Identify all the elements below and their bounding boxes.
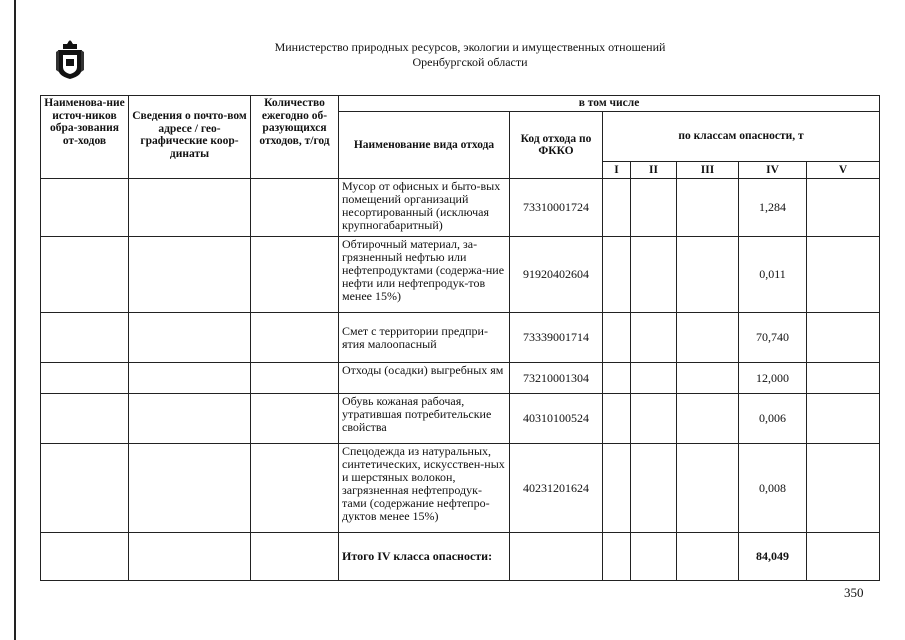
document-header [230,40,710,70]
col-header-class-i: I [603,162,631,179]
waste-table-wrapper [40,95,879,581]
fkko-code-cell: 73339001714 [510,313,603,363]
waste-name-cell: Смет с территории предпри-ятия малоопасный [339,313,510,363]
table-row [41,179,880,237]
waste-name-cell: Мусор от офисных и быто-вых помещений организаций несортированный (исключая крупногабаритный) [339,179,510,237]
col-header-fkko-code: Код отхода по ФККО [510,112,603,179]
col-header-hazard-classes: по классам опасности, т [603,112,880,162]
table-row [41,363,880,394]
fkko-code-cell: 73210001304 [510,363,603,394]
col-header-address: Сведения о почто-вом адресе / гео-графические коор-динаты [129,96,251,179]
fkko-code-cell: 40231201624 [510,444,603,533]
waste-name-cell: Отходы (осадки) выгребных ям [339,363,510,394]
page-number: 350 [844,585,864,600]
col-header-source-name: Наименова-ние источ-ников обра-зования от-ходов [41,96,129,179]
col-header-class-iii: III [677,162,739,179]
table-row [41,237,880,313]
total-row [41,533,880,581]
coat-of-arms-icon [55,38,85,80]
header-ministry: Министерство природных ресурсов, экологии и имущественных отношений [274,40,666,54]
col-header-waste-name: Наименование вида отхода [339,112,510,179]
total-label: Итого IV класса опасности: [339,533,510,581]
page-edge-line [14,0,16,640]
fkko-code-cell: 40310100524 [510,394,603,444]
col-header-class-ii: II [631,162,677,179]
col-header-class-v: V [807,162,880,179]
class-iv-value: 1,284 [739,179,807,237]
col-header-including: в том числе [339,96,880,112]
class-iv-value: 0,011 [739,237,807,313]
class-iv-value: 0,006 [739,394,807,444]
col-header-class-iv: IV [739,162,807,179]
col-header-quantity: Количество ежегодно об-разующихся отходов, т/год [251,96,339,179]
waste-name-cell: Обувь кожаная рабочая, утратившая потребительские свойства [339,394,510,444]
header-region: Оренбургской области [412,55,528,69]
class-iv-value: 0,008 [739,444,807,533]
table-row [41,394,880,444]
waste-name-cell: Спецодежда из натуральных, синтетических, искусствен-ных и шерстяных волокон, загрязненная нефтепродук-тами (содержание нефтепро-дуктов менее 15%) [339,444,510,533]
class-iv-value: 12,000 [739,363,807,394]
fkko-code-cell: 91920402604 [510,237,603,313]
waste-name-cell: Обтирочный материал, за-грязненный нефтью или нефтепродуктами (содержа-ние нефти или нефтепродук-тов менее 15%) [339,237,510,313]
table-row [41,444,880,533]
total-class-iv-value: 84,049 [739,533,807,581]
class-iv-value: 70,740 [739,313,807,363]
waste-table [40,95,880,581]
table-row [41,313,880,363]
fkko-code-cell: 73310001724 [510,179,603,237]
